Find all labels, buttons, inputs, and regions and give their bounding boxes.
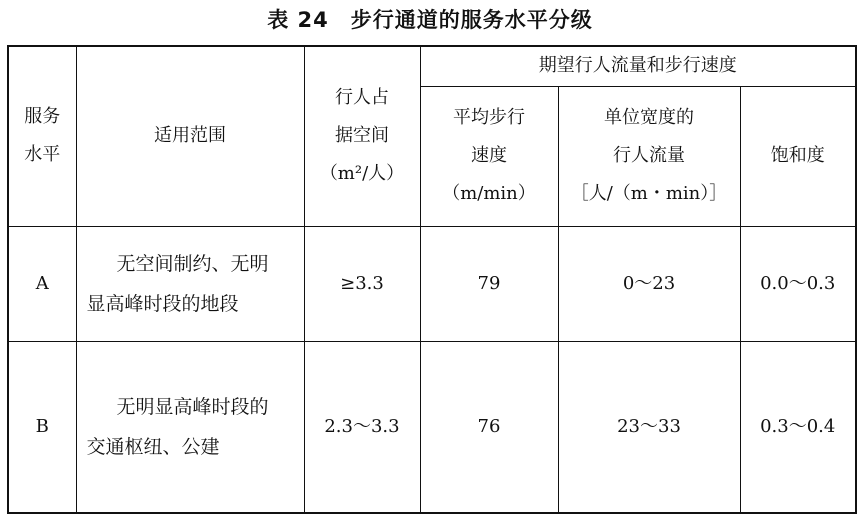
cell-speed: 76 [420, 341, 558, 513]
header-space [304, 46, 420, 226]
header-scope: 适用范围 [76, 46, 304, 226]
cell-space: ≥3.3 [304, 226, 420, 341]
header-group: 期望行人流量和步行速度 [420, 46, 856, 86]
header-speed-unit: （m/min） [442, 183, 536, 204]
table-row [8, 341, 856, 513]
cell-scope [76, 341, 304, 513]
header-speed-line: 平均步行 [453, 107, 525, 128]
header-level-line: 服务 [24, 106, 61, 128]
header-speed [420, 86, 558, 226]
header-flow-line: 行人流量 [613, 145, 685, 166]
cell-level: B [8, 341, 76, 513]
table-title: 表 24 步行通道的服务水平分级 [267, 8, 593, 32]
header-flow [558, 86, 740, 226]
cell-scope [76, 226, 304, 341]
header-level [8, 46, 76, 226]
table-row [8, 226, 856, 341]
cell-speed: 79 [420, 226, 558, 341]
header-space-unit: （m²/人） [319, 163, 405, 185]
cell-saturation: 0.3～0.4 [740, 341, 856, 513]
cell-flow: 0～23 [558, 226, 740, 341]
header-flow-unit: ［人/（m・min）］ [570, 183, 728, 204]
cell-scope-line: 交通枢纽、公建 [86, 435, 220, 458]
header-level-line: 水平 [24, 144, 61, 166]
header-space-line: 据空间 [335, 125, 389, 147]
header-flow-line: 单位宽度的 [604, 107, 694, 128]
header-space-line: 行人占 [335, 87, 389, 109]
cell-level: A [8, 226, 76, 341]
service-level-table [7, 45, 857, 514]
header-saturation: 饱和度 [740, 86, 856, 226]
cell-scope-line: 无空间制约、无明 [116, 252, 269, 275]
cell-saturation: 0.0～0.3 [740, 226, 856, 341]
cell-scope-line: 无明显高峰时段的 [116, 395, 269, 418]
header-speed-line: 速度 [471, 145, 507, 166]
cell-flow: 23～33 [558, 341, 740, 513]
cell-scope-line: 显高峰时段的地段 [86, 292, 239, 315]
cell-space: 2.3～3.3 [304, 341, 420, 513]
